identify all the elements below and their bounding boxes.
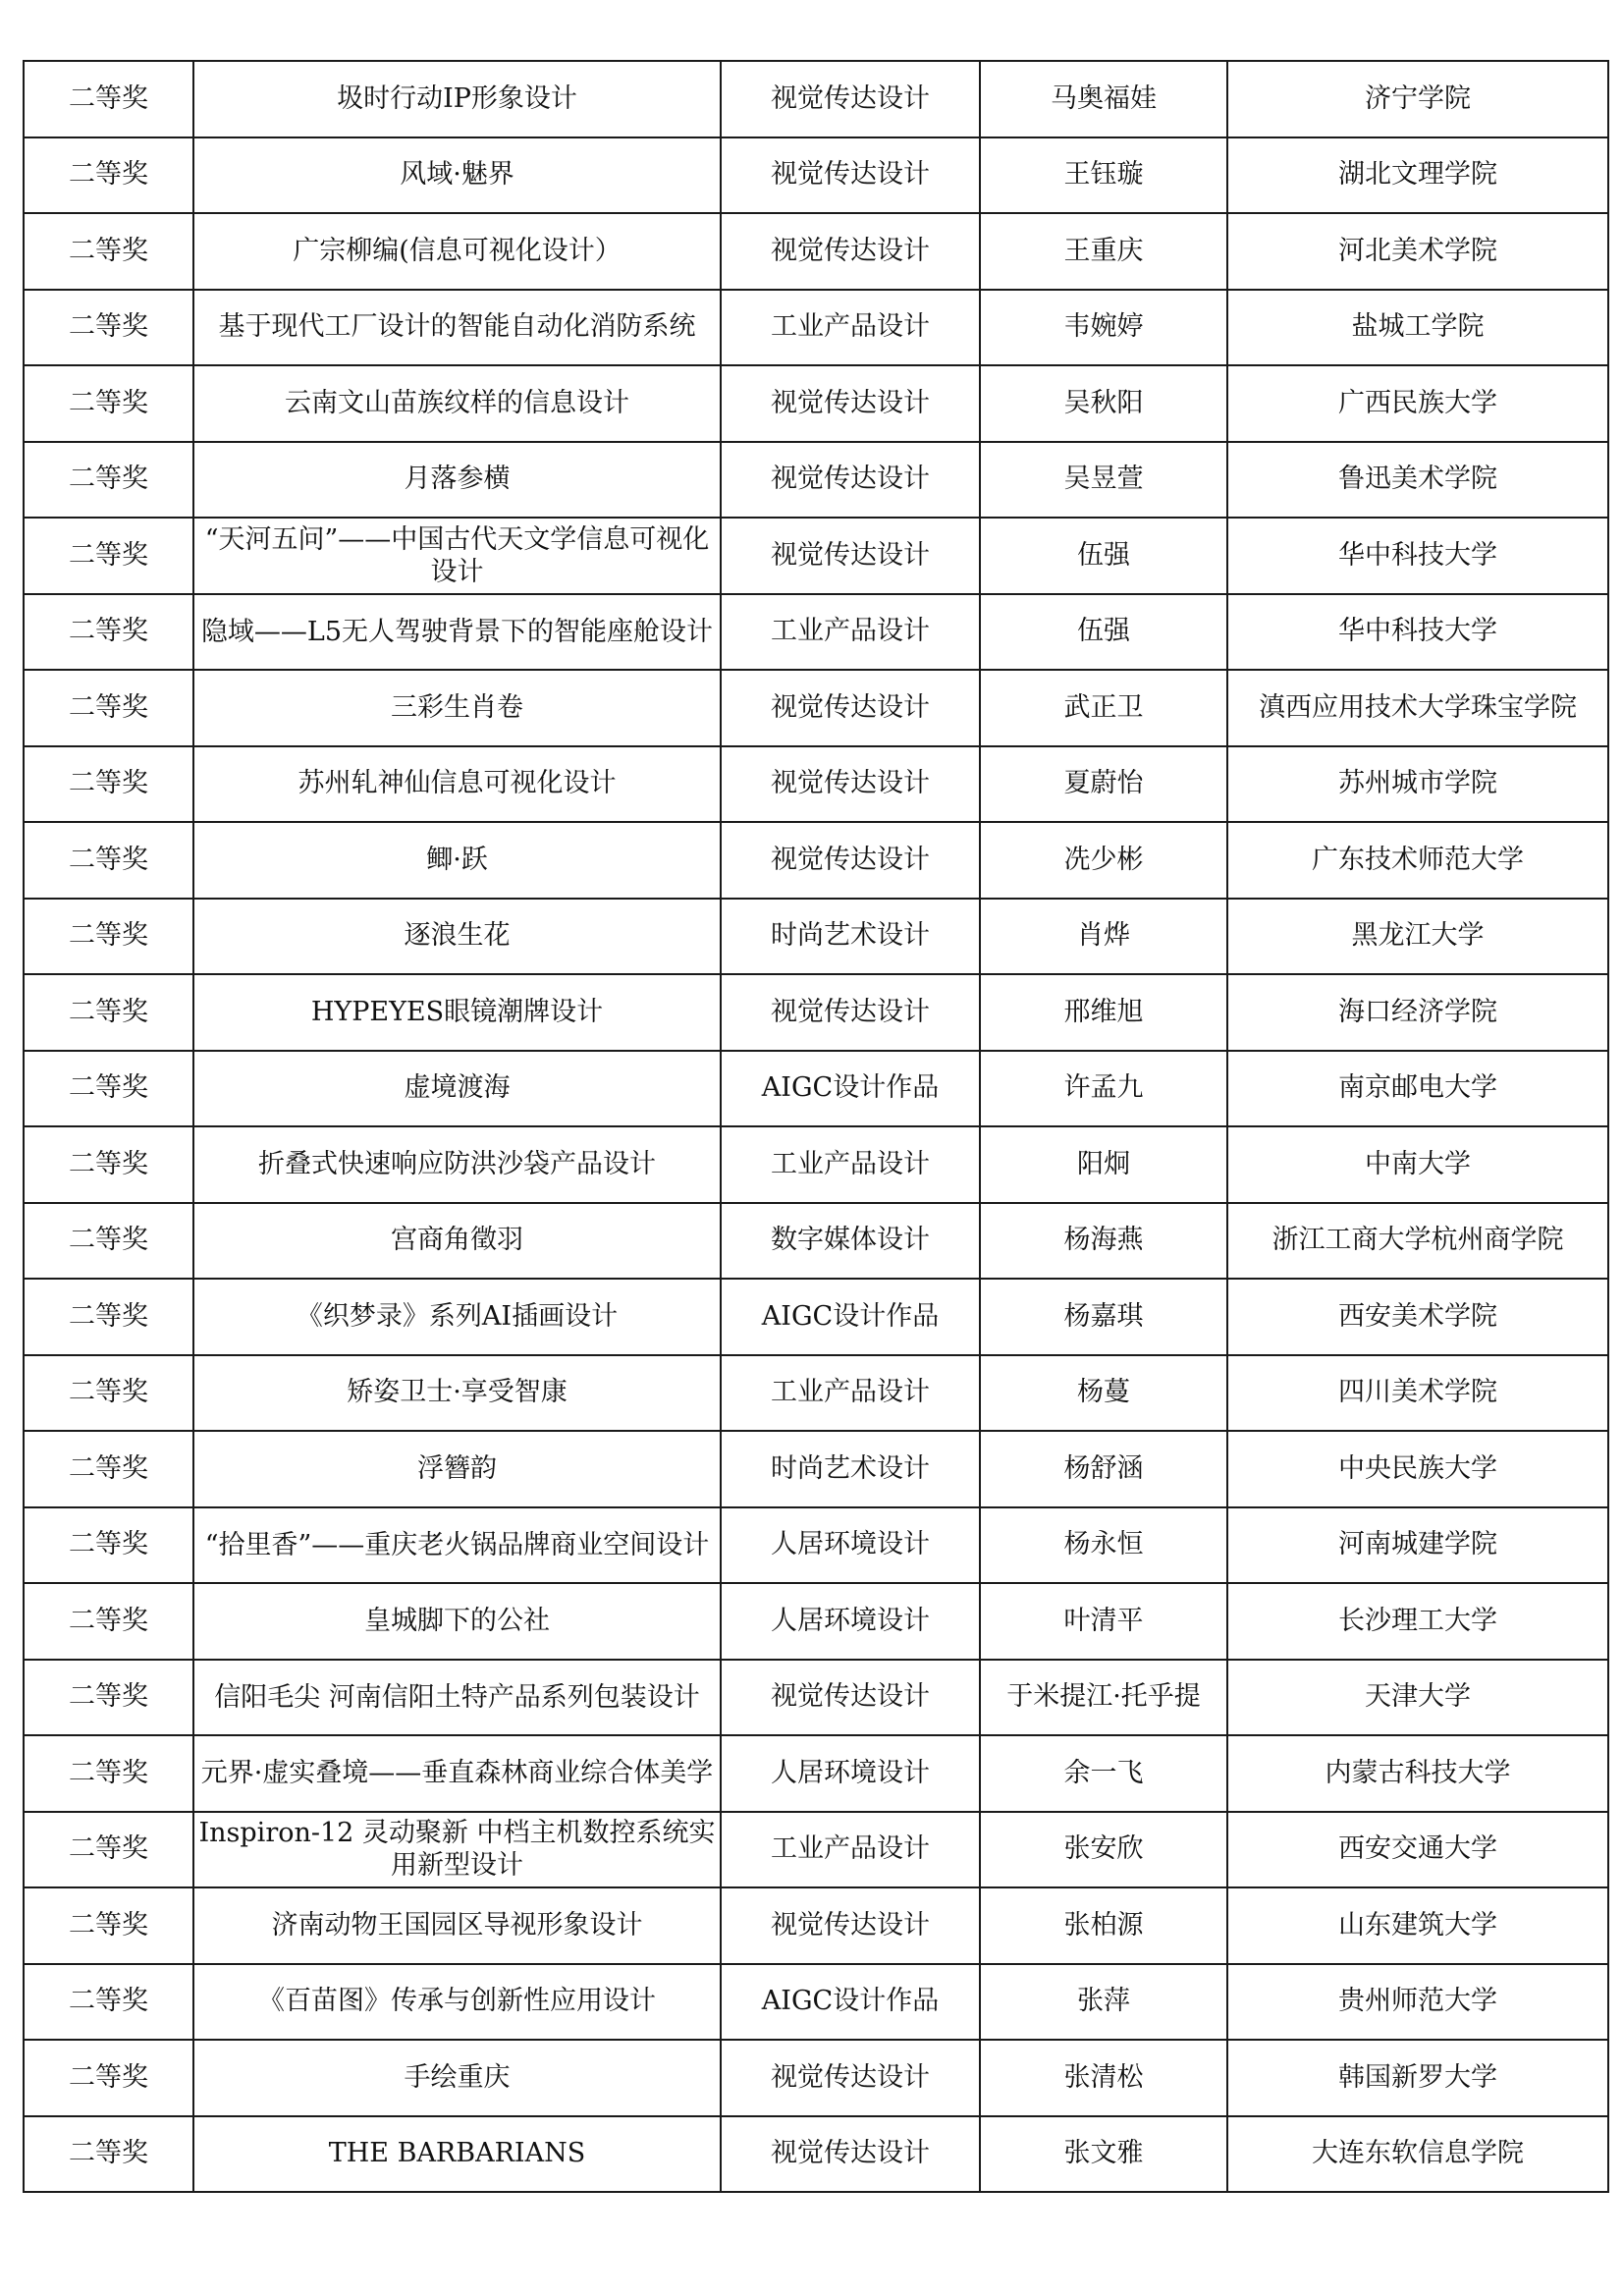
award-level-cell: 二等奖 — [24, 1735, 193, 1812]
table-row — [24, 822, 1608, 899]
table-row — [24, 1355, 1608, 1432]
school-cell: 西安交通大学 — [1227, 1812, 1608, 1888]
author-cell: 王重庆 — [980, 213, 1227, 290]
category-cell: 视觉传达设计 — [721, 2116, 980, 2193]
award-level-cell: 二等奖 — [24, 1051, 193, 1127]
school-cell: 华中科技大学 — [1227, 594, 1608, 671]
author-cell: 肖烨 — [980, 899, 1227, 975]
school-cell: 黑龙江大学 — [1227, 899, 1608, 975]
award-level-cell: 二等奖 — [24, 670, 193, 746]
category-cell: 视觉传达设计 — [721, 365, 980, 442]
work-title-cell: “天河五问”——中国古代天文学信息可视化设计 — [193, 518, 721, 594]
work-title-cell: 风域·魅界 — [193, 137, 721, 214]
category-cell: 视觉传达设计 — [721, 822, 980, 899]
work-title-cell: 皇城脚下的公社 — [193, 1583, 721, 1660]
table-row — [24, 746, 1608, 823]
table-row — [24, 137, 1608, 214]
award-level-cell: 二等奖 — [24, 1812, 193, 1888]
work-title-cell: 折叠式快速响应防洪沙袋产品设计 — [193, 1126, 721, 1203]
work-title-cell: 鲫·跃 — [193, 822, 721, 899]
award-level-cell: 二等奖 — [24, 1126, 193, 1203]
school-cell: 内蒙古科技大学 — [1227, 1735, 1608, 1812]
table-row — [24, 899, 1608, 975]
category-cell: 工业产品设计 — [721, 1812, 980, 1888]
work-title-cell: 手绘重庆 — [193, 2040, 721, 2116]
category-cell: 人居环境设计 — [721, 1507, 980, 1584]
category-cell: 工业产品设计 — [721, 290, 980, 366]
category-cell: 视觉传达设计 — [721, 518, 980, 594]
school-cell: 鲁迅美术学院 — [1227, 442, 1608, 519]
work-title-cell: “拾里香”——重庆老火锅品牌商业空间设计 — [193, 1507, 721, 1584]
table-row — [24, 974, 1608, 1051]
work-title-cell: 虚境渡海 — [193, 1051, 721, 1127]
award-level-cell: 二等奖 — [24, 746, 193, 823]
work-title-cell: 《百苗图》传承与创新性应用设计 — [193, 1964, 721, 2041]
author-cell: 邢维旭 — [980, 974, 1227, 1051]
author-cell: 张文雅 — [980, 2116, 1227, 2193]
category-cell: 视觉传达设计 — [721, 2040, 980, 2116]
school-cell: 中央民族大学 — [1227, 1431, 1608, 1507]
author-cell: 阳炯 — [980, 1126, 1227, 1203]
school-cell: 海口经济学院 — [1227, 974, 1608, 1051]
table-row — [24, 365, 1608, 442]
award-level-cell: 二等奖 — [24, 594, 193, 671]
table-row — [24, 1735, 1608, 1812]
author-cell: 冼少彬 — [980, 822, 1227, 899]
author-cell: 杨舒涵 — [980, 1431, 1227, 1507]
school-cell: 滇西应用技术大学珠宝学院 — [1227, 670, 1608, 746]
school-cell: 广东技术师范大学 — [1227, 822, 1608, 899]
school-cell: 长沙理工大学 — [1227, 1583, 1608, 1660]
award-level-cell: 二等奖 — [24, 442, 193, 519]
table-row — [24, 1126, 1608, 1203]
award-level-cell: 二等奖 — [24, 1279, 193, 1355]
school-cell: 济宁学院 — [1227, 61, 1608, 137]
author-cell: 韦婉婷 — [980, 290, 1227, 366]
category-cell: 视觉传达设计 — [721, 61, 980, 137]
award-level-cell: 二等奖 — [24, 518, 193, 594]
work-title-cell: 三彩生肖卷 — [193, 670, 721, 746]
work-title-cell: Inspiron-12 灵动聚新 中档主机数控系统实用新型设计 — [193, 1812, 721, 1888]
table-row — [24, 518, 1608, 594]
school-cell: 华中科技大学 — [1227, 518, 1608, 594]
award-level-cell: 二等奖 — [24, 1583, 193, 1660]
school-cell: 南京邮电大学 — [1227, 1051, 1608, 1127]
author-cell: 杨嘉琪 — [980, 1279, 1227, 1355]
work-title-cell: 广宗柳编(信息可视化设计） — [193, 213, 721, 290]
author-cell: 夏蔚怡 — [980, 746, 1227, 823]
award-level-cell: 二等奖 — [24, 1431, 193, 1507]
category-cell: 视觉传达设计 — [721, 670, 980, 746]
award-level-cell: 二等奖 — [24, 2040, 193, 2116]
category-cell: 视觉传达设计 — [721, 1660, 980, 1736]
award-level-cell: 二等奖 — [24, 974, 193, 1051]
award-level-cell: 二等奖 — [24, 2116, 193, 2193]
table-row — [24, 2040, 1608, 2116]
school-cell: 大连东软信息学院 — [1227, 2116, 1608, 2193]
school-cell: 天津大学 — [1227, 1660, 1608, 1736]
award-table-body — [24, 61, 1608, 2192]
table-row — [24, 1964, 1608, 2041]
work-title-cell: 月落参横 — [193, 442, 721, 519]
author-cell: 张萍 — [980, 1964, 1227, 2041]
table-row — [24, 290, 1608, 366]
school-cell: 韩国新罗大学 — [1227, 2040, 1608, 2116]
school-cell: 四川美术学院 — [1227, 1355, 1608, 1432]
table-row — [24, 670, 1608, 746]
work-title-cell: 逐浪生花 — [193, 899, 721, 975]
category-cell: 工业产品设计 — [721, 1355, 980, 1432]
award-level-cell: 二等奖 — [24, 1887, 193, 1964]
work-title-cell: 信阳毛尖 河南信阳土特产品系列包装设计 — [193, 1660, 721, 1736]
table-row — [24, 1887, 1608, 1964]
table-row — [24, 442, 1608, 519]
category-cell: 视觉传达设计 — [721, 442, 980, 519]
author-cell: 余一飞 — [980, 1735, 1227, 1812]
award-level-cell: 二等奖 — [24, 1355, 193, 1432]
category-cell: 视觉传达设计 — [721, 213, 980, 290]
school-cell: 中南大学 — [1227, 1126, 1608, 1203]
award-level-cell: 二等奖 — [24, 899, 193, 975]
work-title-cell: 苏州轧神仙信息可视化设计 — [193, 746, 721, 823]
table-row — [24, 1431, 1608, 1507]
author-cell: 伍强 — [980, 594, 1227, 671]
school-cell: 苏州城市学院 — [1227, 746, 1608, 823]
table-row — [24, 1279, 1608, 1355]
school-cell: 西安美术学院 — [1227, 1279, 1608, 1355]
award-level-cell: 二等奖 — [24, 822, 193, 899]
award-level-cell: 二等奖 — [24, 365, 193, 442]
school-cell: 盐城工学院 — [1227, 290, 1608, 366]
work-title-cell: 基于现代工厂设计的智能自动化消防系统 — [193, 290, 721, 366]
school-cell: 湖北文理学院 — [1227, 137, 1608, 214]
category-cell: 时尚艺术设计 — [721, 1431, 980, 1507]
author-cell: 杨永恒 — [980, 1507, 1227, 1584]
author-cell: 马奥福娃 — [980, 61, 1227, 137]
category-cell: 数字媒体设计 — [721, 1203, 980, 1280]
table-row — [24, 1812, 1608, 1888]
table-row — [24, 1583, 1608, 1660]
category-cell: 时尚艺术设计 — [721, 899, 980, 975]
author-cell: 许孟九 — [980, 1051, 1227, 1127]
table-row — [24, 594, 1608, 671]
school-cell: 河北美术学院 — [1227, 213, 1608, 290]
author-cell: 伍强 — [980, 518, 1227, 594]
category-cell: 视觉传达设计 — [721, 974, 980, 1051]
school-cell: 河南城建学院 — [1227, 1507, 1608, 1584]
category-cell: 工业产品设计 — [721, 594, 980, 671]
category-cell: 人居环境设计 — [721, 1583, 980, 1660]
category-cell: 视觉传达设计 — [721, 1887, 980, 1964]
category-cell: AIGC设计作品 — [721, 1279, 980, 1355]
award-level-cell: 二等奖 — [24, 1964, 193, 2041]
author-cell: 吴秋阳 — [980, 365, 1227, 442]
award-level-cell: 二等奖 — [24, 1507, 193, 1584]
work-title-cell: 元界·虚实叠境——垂直森林商业综合体美学 — [193, 1735, 721, 1812]
table-row — [24, 1203, 1608, 1280]
author-cell: 武正卫 — [980, 670, 1227, 746]
author-cell: 叶清平 — [980, 1583, 1227, 1660]
work-title-cell: 浮簪韵 — [193, 1431, 721, 1507]
table-row — [24, 61, 1608, 137]
author-cell: 于米提江·托乎提 — [980, 1660, 1227, 1736]
author-cell: 杨蔓 — [980, 1355, 1227, 1432]
school-cell: 广西民族大学 — [1227, 365, 1608, 442]
author-cell: 张安欣 — [980, 1812, 1227, 1888]
work-title-cell: 隐域——L5无人驾驶背景下的智能座舱设计 — [193, 594, 721, 671]
award-level-cell: 二等奖 — [24, 61, 193, 137]
author-cell: 张柏源 — [980, 1887, 1227, 1964]
award-level-cell: 二等奖 — [24, 1203, 193, 1280]
table-row — [24, 1507, 1608, 1584]
work-title-cell: THE BARBARIANS — [193, 2116, 721, 2193]
author-cell: 王钰璇 — [980, 137, 1227, 214]
category-cell: 视觉传达设计 — [721, 137, 980, 214]
work-title-cell: HYPEYES眼镜潮牌设计 — [193, 974, 721, 1051]
category-cell: 人居环境设计 — [721, 1735, 980, 1812]
category-cell: AIGC设计作品 — [721, 1964, 980, 2041]
work-title-cell: 云南文山苗族纹样的信息设计 — [193, 365, 721, 442]
table-row — [24, 1051, 1608, 1127]
work-title-cell: 宫商角徵羽 — [193, 1203, 721, 1280]
award-level-cell: 二等奖 — [24, 137, 193, 214]
work-title-cell: 《织梦录》系列AI插画设计 — [193, 1279, 721, 1355]
category-cell: 视觉传达设计 — [721, 746, 980, 823]
author-cell: 吴昱萱 — [980, 442, 1227, 519]
school-cell: 山东建筑大学 — [1227, 1887, 1608, 1964]
award-level-cell: 二等奖 — [24, 1660, 193, 1736]
table-row — [24, 1660, 1608, 1736]
author-cell: 杨海燕 — [980, 1203, 1227, 1280]
award-table — [23, 60, 1609, 2193]
table-row — [24, 213, 1608, 290]
work-title-cell: 圾时行动IP形象设计 — [193, 61, 721, 137]
school-cell: 浙江工商大学杭州商学院 — [1227, 1203, 1608, 1280]
work-title-cell: 矫姿卫士·享受智康 — [193, 1355, 721, 1432]
author-cell: 张清松 — [980, 2040, 1227, 2116]
award-level-cell: 二等奖 — [24, 290, 193, 366]
category-cell: AIGC设计作品 — [721, 1051, 980, 1127]
award-list-page — [23, 60, 1607, 2193]
category-cell: 工业产品设计 — [721, 1126, 980, 1203]
award-level-cell: 二等奖 — [24, 213, 193, 290]
table-row — [24, 2116, 1608, 2193]
work-title-cell: 济南动物王国园区导视形象设计 — [193, 1887, 721, 1964]
school-cell: 贵州师范大学 — [1227, 1964, 1608, 2041]
